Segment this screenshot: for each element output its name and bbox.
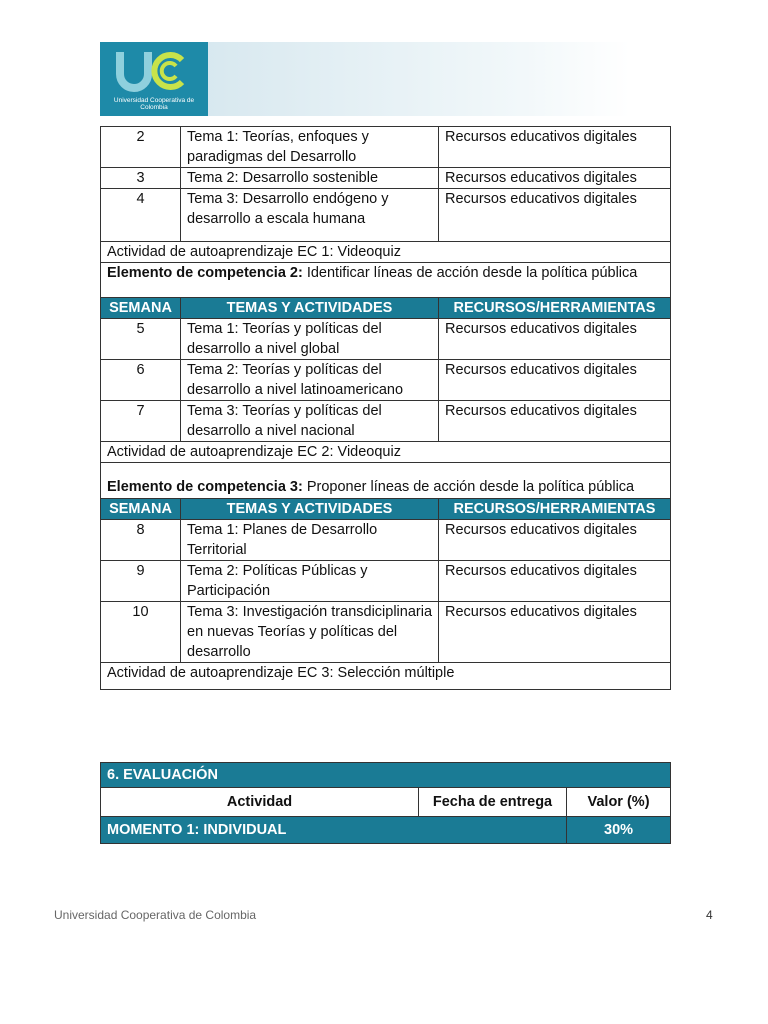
table-row [101, 127, 671, 168]
table-row [101, 561, 671, 602]
competencia-1-table [100, 126, 671, 690]
elemento-row [101, 463, 671, 499]
tema-cell: Tema 2: Políticas Públicas y Participación [181, 561, 439, 602]
table-row [101, 602, 671, 663]
semana-cell: 10 [101, 602, 181, 663]
evaluacion-title: 6. EVALUACIÓN [101, 763, 671, 788]
header-semana: SEMANA [101, 298, 181, 319]
recurso-cell: Recursos educativos digitales [439, 602, 671, 663]
recurso-cell: Recursos educativos digitales [439, 319, 671, 360]
page-number: 4 [706, 908, 713, 922]
tema-cell: Tema 1: Planes de Desarrollo Territorial [181, 520, 439, 561]
recurso-cell: Recursos educativos digitales [439, 360, 671, 401]
table-row [101, 189, 671, 242]
semana-cell: 2 [101, 127, 181, 168]
tema-cell: Tema 3: Desarrollo endógeno y desarrollo a escala humana [181, 189, 439, 242]
header-temas: TEMAS Y ACTIVIDADES [181, 298, 439, 319]
semana-cell: 6 [101, 360, 181, 401]
logo-text: Universidad Cooperativa de Colombia [113, 97, 195, 111]
semana-cell: 7 [101, 401, 181, 442]
evaluacion-header-row [101, 788, 671, 817]
header-fecha: Fecha de entrega [419, 788, 567, 817]
tema-cell: Tema 2: Teorías y políticas del desarrollo a nivel latinoamericano [181, 360, 439, 401]
table-header-row [101, 499, 671, 520]
footer-institution: Universidad Cooperativa de Colombia [54, 908, 257, 922]
momento-valor: 30% [567, 817, 671, 844]
elemento-cell [101, 463, 671, 499]
university-logo [100, 42, 208, 116]
semana-cell: 8 [101, 520, 181, 561]
actividad-cell: Actividad de autoaprendizaje EC 3: Selección múltiple [101, 663, 671, 690]
evaluacion-table [100, 762, 671, 844]
table-row [101, 360, 671, 401]
actividad-cell: Actividad de autoaprendizaje EC 2: Videoquiz [101, 442, 671, 463]
tema-cell: Tema 1: Teorías y políticas del desarrollo a nivel global [181, 319, 439, 360]
table-row [101, 319, 671, 360]
tema-cell: Tema 3: Investigación transdiciplinaria en nuevas Teorías y políticas del desarrollo [181, 602, 439, 663]
header-temas: TEMAS Y ACTIVIDADES [181, 499, 439, 520]
ucc-logo-icon [112, 46, 192, 98]
table-header-row [101, 298, 671, 319]
header-valor: Valor (%) [567, 788, 671, 817]
elemento-text: Proponer líneas de acción desde la política pública [302, 479, 635, 495]
semana-cell: 5 [101, 319, 181, 360]
recurso-cell: Recursos educativos digitales [439, 520, 671, 561]
recurso-cell: Recursos educativos digitales [439, 189, 671, 242]
semana-cell: 3 [101, 168, 181, 189]
recurso-cell: Recursos educativos digitales [439, 127, 671, 168]
header-actividad: Actividad [101, 788, 419, 817]
tema-cell: Tema 1: Teorías, enfoques y paradigmas del Desarrollo [181, 127, 439, 168]
momento-row [101, 817, 671, 844]
header-recursos: RECURSOS/HERRAMIENTAS [439, 499, 671, 520]
elemento-text: Identificar líneas de acción desde la política pública [302, 265, 638, 281]
recurso-cell: Recursos educativos digitales [439, 561, 671, 602]
header-recursos: RECURSOS/HERRAMIENTAS [439, 298, 671, 319]
table-row [101, 520, 671, 561]
momento-label: MOMENTO 1: INDIVIDUAL [101, 817, 567, 844]
actividad-row [101, 663, 671, 690]
semana-cell: 9 [101, 561, 181, 602]
actividad-cell: Actividad de autoaprendizaje EC 1: Videoquiz [101, 242, 671, 263]
elemento-row [101, 263, 671, 298]
elemento-cell [101, 263, 671, 298]
tema-cell: Tema 3: Teorías y políticas del desarrollo a nivel nacional [181, 401, 439, 442]
recurso-cell: Recursos educativos digitales [439, 401, 671, 442]
actividad-row [101, 442, 671, 463]
recurso-cell: Recursos educativos digitales [439, 168, 671, 189]
actividad-row [101, 242, 671, 263]
table-row [101, 401, 671, 442]
table-row [101, 168, 671, 189]
semana-cell: 4 [101, 189, 181, 242]
elemento-label: Elemento de competencia 2: [107, 265, 303, 281]
elemento-label: Elemento de competencia 3: [107, 479, 303, 495]
header-semana: SEMANA [101, 499, 181, 520]
evaluacion-title-row [101, 763, 671, 788]
tema-cell: Tema 2: Desarrollo sostenible [181, 168, 439, 189]
